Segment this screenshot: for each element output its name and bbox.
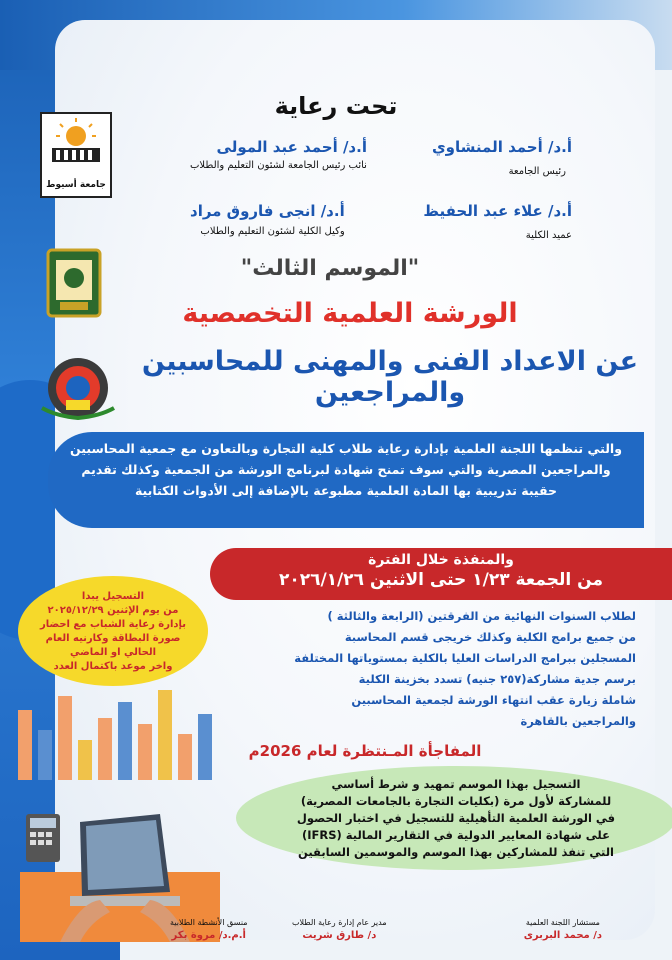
eligibility-line: والمراجعين بالقاهرة (520, 714, 636, 728)
registration-line: التسجيل يبدا (81, 591, 145, 602)
registration-line: الحالي او الماضي (69, 647, 157, 658)
signature-name: د/ طارق شريت (302, 930, 377, 941)
benefit-line: للمشاركة لأول مرة (بكليات التجارة بالجامعات المصرية) (300, 794, 612, 808)
bar-illustration (14, 690, 214, 780)
period-banner (210, 548, 672, 600)
benefit-line: التسجيل بهذا الموسم تمهيد و شرط أساسي (331, 777, 581, 791)
benefit-line: على شهادة المعايير الدولية في التقارير المالية (IFRS) (302, 828, 610, 842)
signature-title: مستشار اللجنة العلمية (525, 918, 600, 927)
description-text: والتي تنظمها اللجنة العلمية بإدارة رعاية طلاب كلية التجارة وبالتعاون مع جمعية المحاسبين والمراجعين المصرية والتي سوف تمنح شهادة لبرنامج الورشة من الجمعية وكذلك تقديم حقيبة تدريبية بها المادة العلمية مطبوعة بالإضافة إلى الأدوات الكتابية (70, 441, 622, 498)
university-logo (40, 112, 112, 198)
eligibility-line: لطلاب السنوات النهائية من الفرقتين (الرابعة والثالثة ) (327, 609, 636, 623)
university-logo-text: جامعة أسيوط (46, 180, 106, 190)
patronage-title: تحت رعاية (274, 92, 398, 120)
surprise-heading: المفاجأة المـنتظرة لعام 2026م (248, 742, 482, 760)
patron-name: أ.د/ علاء عبد الحفيظ (423, 202, 572, 220)
signature-advisor (524, 918, 602, 941)
signature-coordinator (170, 918, 248, 941)
faculty-emblem (46, 248, 102, 318)
benefit-line: في الورشة العلمية التأهيلية للتسجيل في اختبار الحصول (296, 811, 616, 825)
registration-line: بإدارة رعاية الشباب مع احضار (39, 619, 187, 630)
period-dates: من الجمعة ١/٢٣ حتى الاثنين ٢٠٢٦/١/٢٦ (278, 570, 604, 590)
eligibility-line: من جميع برامج الكلية وكذلك خريجى قسم المحاسبة (344, 630, 636, 644)
signature-director (292, 918, 387, 941)
period-line1: والمنفذة خلال الفترة (368, 552, 514, 568)
benefit-line: التي تنفذ للمشاركين بهذا الموسم والموسمين السابقين (298, 845, 614, 859)
registration-line: صورة البطاقة وكارنيه العام (45, 633, 181, 644)
patron-role: رئيس الجامعة (508, 166, 566, 177)
activity-gear-emblem (36, 350, 120, 424)
patron-dean (423, 202, 572, 241)
patron-role: نائب رئيس الجامعة لشئون التعليم والطلاب (190, 160, 367, 171)
patron-name: أ.د/ أحمد عبد المولى (216, 138, 367, 156)
workshop-title-line2: عن الاعداد الفنى والمهنى للمحاسبين والمراجعين (141, 346, 639, 408)
patron-role: عميد الكلية (525, 230, 572, 241)
registration-line: واخر موعد باكتمال العدد (53, 661, 173, 672)
signature-name: د/ محمد البربرى (523, 930, 602, 941)
workshop-title-line1: الورشة العلمية التخصصية (182, 298, 518, 329)
patron-vice-president (190, 138, 367, 171)
eligibility-line: برسم جدية مشاركة(٢٥٧ جنيه) تسدد بخزينة الكلية (358, 672, 636, 686)
benefit-ellipse (236, 766, 672, 870)
eligibility-line: شاملة زيارة عقب انتهاء الورشة لجمعية المحاسبين (351, 693, 636, 707)
patron-name: أ.د/ انجى فاروق مراد (190, 202, 345, 220)
signature-name: أ.م.د/ مروة بكر (171, 930, 246, 941)
eligibility-line: المسجلين ببرامج الدراسات العليا بالكلية بمستوياتها المختلفة (294, 651, 636, 665)
patron-name: أ.د/ أحمد المنشاوي (431, 138, 572, 156)
season-title: "الموسم الثالث" (240, 256, 420, 281)
patron-vice-dean (190, 202, 345, 237)
signature-title: منسق الأنشطة الطلابية (170, 918, 248, 927)
signature-title: مدير عام إدارة رعاية الطلاب (292, 918, 387, 927)
registration-circle (18, 576, 208, 686)
eligibility-list (236, 606, 636, 732)
registration-line: من يوم الإثنين ٢٠٢٥/١٢/٢٩ (47, 605, 179, 616)
patron-role: وكيل الكلية لشئون التعليم والطلاب (200, 226, 345, 237)
patron-president (432, 138, 572, 177)
description-box (48, 432, 644, 528)
